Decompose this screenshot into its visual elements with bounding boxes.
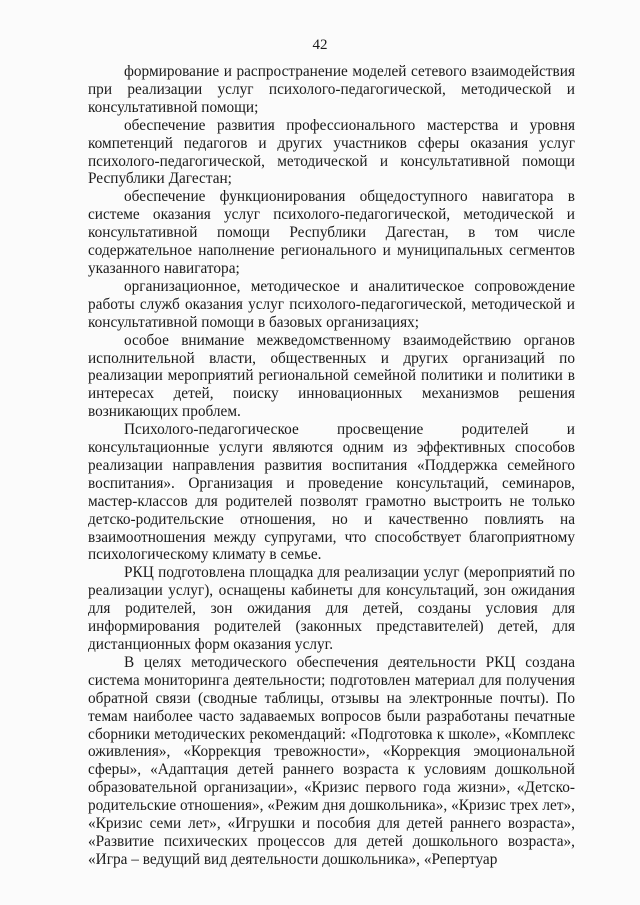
paragraph: В целях методического обеспечения деятельности РКЦ создана система мониторинга деятельности; подготовлен материал для получения обратной связи (сводные таблицы, отзывы на электронные почты). По темам наиболее часто задаваемых вопросов были разработаны печатные сборники методических рекомендаций: «Подготовка к школе», «Комплекс оживления», «Коррекция тревожности», «Коррекция эмоциональной сферы», «Адаптация детей раннего возраста к условиям дошкольной образовательной организации», «Кризис первого года жизни», «Детско-родительские отношения», «Режим дня дошкольника», «Кризис трех лет», «Кризис семи лет», «Игрушки и пособия для детей раннего возраста», «Развитие психических процессов для детей дошкольного возраста», «Игра – ведущий вид деятельности дошкольника», «Репертуар [88,653,575,868]
page-number: 42 [312,37,328,53]
paragraph: организационное, методическое и аналитическое сопровождение работы служб оказания услуг психолого-педагогической, методической и консультативной помощи в базовых организациях; [88,277,575,331]
paragraph: обеспечение функционирования общедоступного навигатора в системе оказания услуг психолого-педагогической, методической и консультативной помощи Республики Дагестан, в том числе содержательное наполнение регионального и муниципальных сегментов указанного навигатора; [88,188,575,277]
page-body [88,63,575,869]
paragraph: Психолого-педагогическое просвещение родителей и консультационные услуги являются одним из эффективных способов реализации направления развития воспитания «Поддержка семейного воспитания». Организация и проведение консультаций, семинаров, мастер-классов для родителей позволят грамотно выстроить не только детско-родительские отношения, но и качественно повлиять на взаимоотношения между супругами, что способствует благоприятному психологическому климату в семье. [88,421,575,564]
paragraph: обеспечение развития профессионального мастерства и уровня компетенций педагогов и других участников сферы оказания услуг психолого-педагогической, методической и консультативной помощи Республики Дагестан; [88,116,575,188]
paragraph: формирование и распространение моделей сетевого взаимодействия при реализации услуг психолого-педагогической, методической и консультативной помощи; [88,63,575,116]
paragraph: РКЦ подготовлена площадка для реализации услуг (мероприятий по реализации услуг), оснащены кабинеты для консультаций, зон ожидания для родителей, зон ожидания для детей, созданы условия для информирования родителей (законных представителей) детей, для дистанционных форм оказания услуг. [88,564,575,653]
paragraph: особое внимание межведомственному взаимодействию органов исполнительной власти, общественных и других организаций по реализации мероприятий региональной семейной политики и политики в интересах детей, поиску инновационных механизмов решения возникающих проблем. [88,331,575,421]
